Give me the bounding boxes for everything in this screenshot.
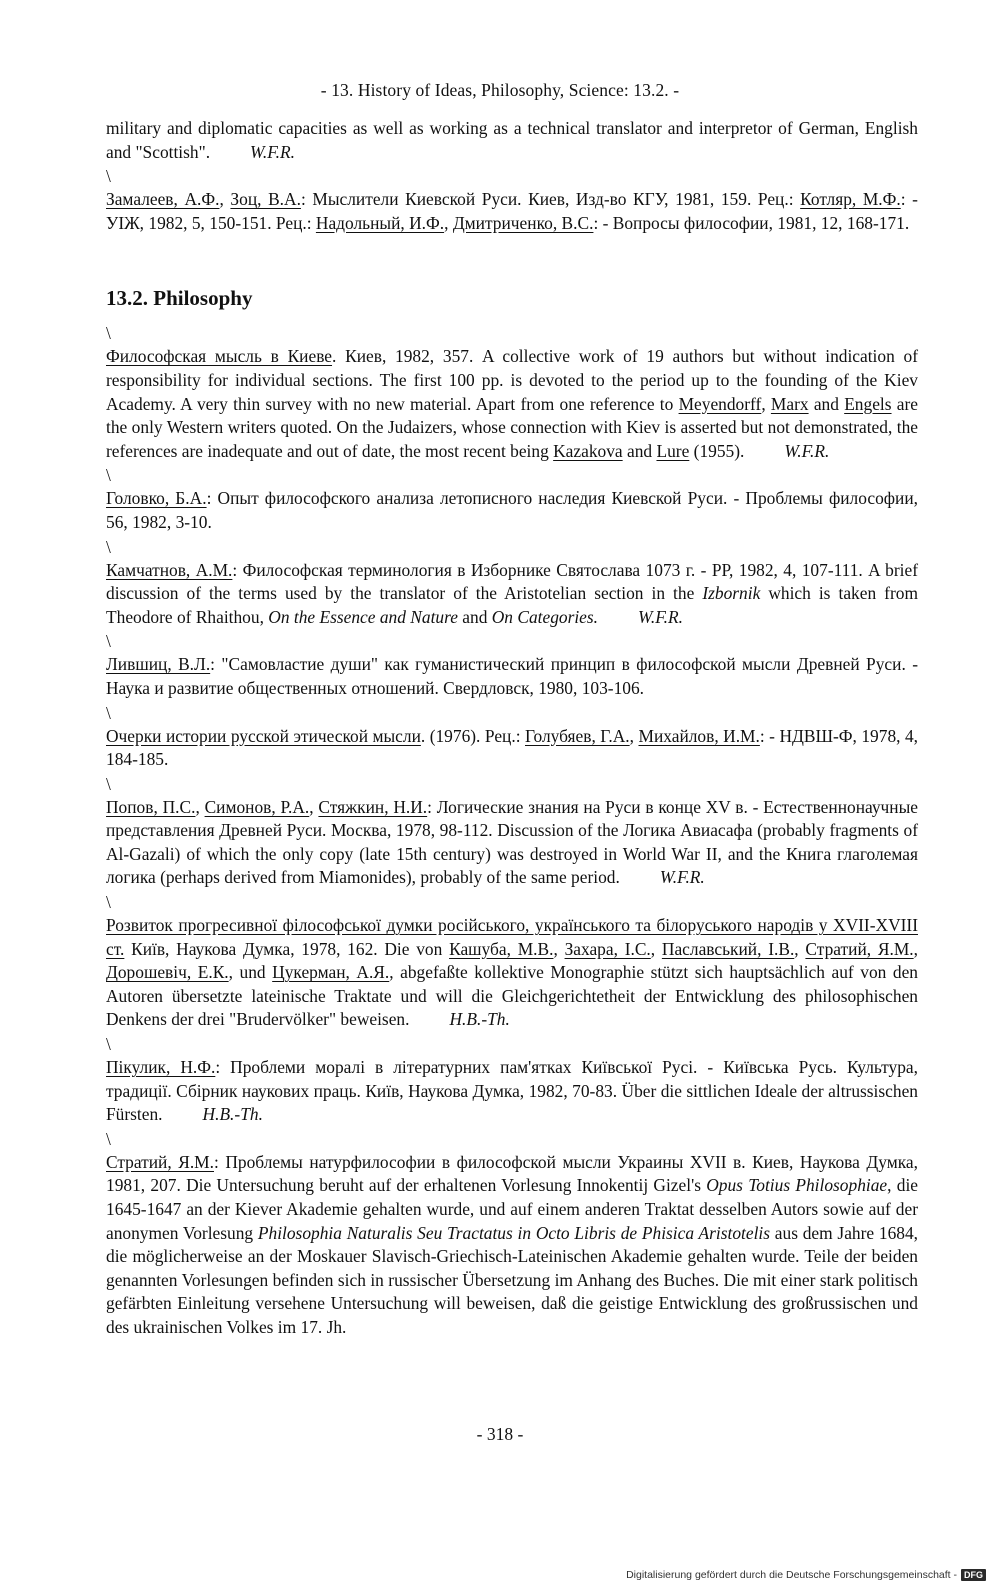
intro-paragraph bbox=[106, 117, 918, 164]
entry-separator: \ bbox=[106, 892, 111, 913]
author-link[interactable]: Цукерман, А.Я. bbox=[272, 962, 390, 983]
entry-text: which is taken from Theodore of Rhaithou, bbox=[106, 583, 918, 627]
entry-text: : "Самовластие души" как гуманистический принцип в философской мысли Древней Руси. - Наука и развитие общественных отношений. Свердловск, 1980, 103-106. bbox=[106, 654, 918, 698]
reviewer-signature: W.F.R. bbox=[638, 606, 683, 627]
entry-separator: \ bbox=[106, 323, 111, 344]
author-link[interactable]: Попов, П.С. bbox=[106, 796, 196, 817]
name-link[interactable]: Engels bbox=[844, 393, 892, 414]
entry-filosofskaya-mysl: Философская мысль в Киеве. Киев, 1982, 357. A collective work of 19 authors but without indication of responsibility for individual sections. The first 100 pp. is devoted to the period up to the founding of the Kiev Academy. A very thin survey with no new material. Apart from one reference to Meyendorff, Marx and Engels are the only Western writers quoted. On the Judaizers, whose connection with Kiev is asserted but not demonstrated, the references are inadequate and out of date, the most recent being Kazakova and Lure (1955). W.F.R. bbox=[106, 346, 919, 461]
author-link[interactable]: Лившиц, В.Л. bbox=[106, 654, 211, 675]
author-link[interactable]: Голубяев, Г.А. bbox=[525, 725, 630, 746]
author-link[interactable]: Зоц, В.А. bbox=[230, 189, 301, 210]
title-link[interactable]: Очерки истории русской этической мысли bbox=[106, 725, 421, 746]
name-link[interactable]: Lure bbox=[656, 440, 690, 461]
entry-text: and bbox=[457, 606, 492, 627]
author-link[interactable]: Стратий, Я.М. bbox=[805, 938, 914, 959]
intro-text: military and diplomatic capacities as well as working as a technical translator and interpretor of German, English and "Scottish". bbox=[106, 118, 918, 162]
reviewer-signature: H.B.-Th. bbox=[449, 1009, 510, 1030]
entry-text: : Логические знания на Руси в конце XV в. - Естественнонаучные представления Древней Руси. Москва, 1978, 98-112. Discussion of the Логика Авиасафа (probably fragments of Al-Gazali) of which the only copy (late 15th century) was destroyed in World War II, and the Книга глаголемая логика (perhaps derived from Miamonides), probably of the same period. bbox=[106, 796, 918, 888]
author-link[interactable]: Симонов, Р.А. bbox=[204, 796, 310, 817]
author-link[interactable]: Стяжкин, Н.И. bbox=[318, 796, 428, 817]
entry-text: (1955). bbox=[689, 440, 745, 461]
italic-title: Philosophia Naturalis Seu Tractatus in Octo Libris de Phisica Aristotelis bbox=[257, 1222, 771, 1243]
author-link[interactable]: Замалеев, А.Ф. bbox=[106, 189, 220, 210]
reviewer-signature: W.F.R. bbox=[659, 867, 705, 888]
author-link[interactable]: Захара, І.С. bbox=[564, 938, 651, 959]
name-link[interactable]: Marx bbox=[770, 393, 809, 414]
author-link[interactable]: Надольный, И.Ф. bbox=[315, 212, 445, 233]
entry-rozvytok: Розвиток прогресивної філософської думки російського, українського та білоруського народів у XVII-XVIII ст. Київ, Наукова Думка, 1978, 162. Die von Кашуба, М.В., Захара, І.С., Паславський, І.В., Стратий, Я.М., Дорошевіч, Е.К., und Цукерман, А.Я., abgefaßte kollektive Monographie stützt sich hauptsächlich auf von den Autoren übersetzte lateinische Traktate und will die Gleichgerichtetheit der Entwicklung des philosophischen Denkens der drei "Brudervölker" beweisen. H.B.-Th. bbox=[106, 915, 918, 1030]
entry-separator: \ bbox=[106, 166, 111, 187]
entry-livshits bbox=[106, 653, 918, 700]
entry-separator: \ bbox=[106, 773, 111, 794]
entry-separator: \ bbox=[106, 631, 111, 652]
title-link[interactable]: Розвиток прогресивної філософської думки російського, українського та білоруського народів у XVII-XVIII ст. bbox=[106, 915, 918, 959]
entry-text: are the only Western writers quoted. On the Judaizers, whose connection with Kiev is asserted but not demonstrated, the references are inadequate and out of date, the most recent being bbox=[106, 393, 919, 461]
digitization-credit bbox=[626, 1569, 986, 1581]
title-link[interactable]: Философская мысль в Киеве bbox=[106, 346, 333, 367]
author-link[interactable]: Пікулик, Н.Ф. bbox=[106, 1057, 216, 1078]
entry-text: : - УІЖ, 1982, 5, 150-151. Рец.: bbox=[106, 189, 918, 233]
author-link[interactable]: Котляр, М.Ф. bbox=[800, 189, 901, 210]
reviewer-signature: W.F.R. bbox=[784, 440, 830, 461]
section-heading: 13.2. Philosophy bbox=[106, 286, 253, 311]
entry-text: : Проблемы натурфилософии в философской мысли Украины XVII в. Киев, Наукова Думка, 1981, 207. Die Untersuchung beruht auf der erhaltenen Vorlesung Innokentij Gizel's bbox=[106, 1151, 918, 1196]
page-content bbox=[106, 117, 918, 1340]
dfg-logo-icon: DFG bbox=[961, 1569, 986, 1581]
name-link[interactable]: Meyendorff bbox=[678, 393, 762, 414]
entry-text: : Опыт философского анализа летописного наследия Киевской Руси. - Проблемы философии, 56, 1982, 3-10. bbox=[106, 488, 919, 532]
running-header: - 13. History of Ideas, Philosophy, Science: 13.2. - bbox=[320, 80, 680, 100]
reviewer-signature: H.B.-Th. bbox=[202, 1104, 263, 1125]
entry-text: : Философская терминология в Изборнике Святослава 1073 г. - РР, 1982, 4, 107-111. A brief discussion of the terms used by the translator of the Aristotelian section in the bbox=[106, 559, 918, 604]
entry-text: , und bbox=[228, 962, 273, 983]
entry-text: : Проблеми моралі в літературних пам'ятках Київської Русі. - Київська Русь. Культура, традиції. Сбірник наукових праць. Київ, Наукова Думка, 1982, 70-83. Über die sittlichen Ideale der altrussischen Fürsten. bbox=[106, 1057, 918, 1125]
author-link[interactable]: Камчатнов, А.М. bbox=[106, 559, 233, 580]
italic-title: On Categories. bbox=[491, 606, 599, 627]
entry-text: and bbox=[622, 440, 657, 461]
author-link[interactable]: Стратий, Я.М. bbox=[106, 1151, 214, 1172]
entry-text: aus dem Jahre 1684, die möglicherweise an der Moskauer Slavisch-Griechisch-Lateinischen Akademie gehalten wurde. Teile der beiden genannten Vorlesungen befinden sich in russischer Übersetzung im Anhang des Buches. Die mit einer stark politisch gefärbten Einleitung versehene Untersuchung will beweisen, daß die geistige Entwicklung des großrussischen und des ukrainischen Volkes im 17. Jh. bbox=[106, 1222, 919, 1337]
entry-text: . (1976). Рец.: bbox=[420, 725, 525, 746]
entry-text: , abgefaßte kollektive Monographie stützt sich hauptsächlich auf von den Autoren übersetzte lateinische Traktate und will die Gleichgerichtetheit der Entwicklung des philosophischen Denkens der drei "Brudervölker" beweisen. bbox=[106, 962, 918, 1030]
italic-title: Opus Totius Philosophiae bbox=[706, 1175, 888, 1196]
author-link[interactable]: Дмитриченко, В.С. bbox=[452, 212, 594, 233]
entry-text: : - Вопросы философии, 1981, 12, 168-171. bbox=[593, 212, 910, 233]
entry-separator: \ bbox=[106, 1034, 111, 1055]
entry-separator: \ bbox=[106, 465, 111, 486]
entry-popov: Попов, П.С., Симонов, Р.А., Стяжкин, Н.И.: Логические знания на Руси в конце XV в. - Естественнонаучные представления Древней Руси. Москва, 1978, 98-112. Discussion of the Логика Авиасафа (probably fragments of Al-Gazali) of which the only copy (late 15th century) was destroyed in World War II, and the Книга глаголемая логика (perhaps derived from Miamonides), probably of the same period. W.F.R. bbox=[106, 796, 918, 888]
author-link[interactable]: Головко, Б.А. bbox=[106, 488, 207, 509]
italic-title: Izbornik bbox=[702, 583, 761, 604]
author-link[interactable]: Кашуба, М.В. bbox=[449, 938, 554, 959]
entry-golovko bbox=[106, 487, 918, 534]
author-link[interactable]: Паславський, І.В. bbox=[661, 938, 795, 959]
digitization-note: Digitalisierung gefördert durch die Deutsche Forschungsgemeinschaft - bbox=[626, 1569, 957, 1581]
reviewer-signature: W.F.R. bbox=[250, 141, 295, 162]
entry-text: , die 1645-1647 an der Kiever Akademie gehalten wurde, und auf einem anderen Traktat desselben Autors sowie auf der anonymen Vorlesung bbox=[106, 1175, 918, 1243]
entry-text: and bbox=[808, 393, 845, 414]
italic-title: On the Essence and Nature bbox=[268, 606, 458, 627]
author-link[interactable]: Дорошевіч, Е.К. bbox=[106, 962, 229, 983]
author-link[interactable]: Михайлов, И.М. bbox=[638, 725, 760, 746]
entry-text: Київ, Наукова Думка, 1978, 162. Die von bbox=[124, 938, 450, 959]
entry-stratiy bbox=[106, 1151, 918, 1340]
entry-separator: \ bbox=[106, 702, 111, 723]
entry-pikulyk bbox=[106, 1056, 918, 1127]
entry-kamchatnov bbox=[106, 559, 918, 630]
entry-separator: \ bbox=[106, 1128, 111, 1149]
page-number: - 318 - bbox=[476, 1424, 524, 1444]
entry-text: : - НДВШ-Ф, 1978, 4, 184-185. bbox=[106, 725, 918, 770]
entry-text: . Киев, 1982, 357. A collective work of 19 authors but without indication of responsibility for individual sections. The first 100 pp. is devoted to the period up to the founding of the Kiev Academy. A very thin survey with no new material. Apart from one reference to bbox=[106, 346, 918, 414]
entry-ocherki: Очерки истории русской этической мысли. (1976). Рец.: Голубяев, Г.А., Михайлов, И.М.: - НДВШ-Ф, 1978, 4, 184-185. bbox=[106, 725, 918, 770]
entry-separator: \ bbox=[106, 536, 111, 557]
name-link[interactable]: Kazakova bbox=[553, 440, 623, 461]
entry-text: : Мыслители Киевской Руси. Киев, Изд-во КГУ, 1981, 159. Рец.: bbox=[300, 189, 801, 210]
entry-zamaleev: Замалеев, А.Ф., Зоц, В.А.: Мыслители Киевской Руси. Киев, Изд-во КГУ, 1981, 159. Рец.: Котляр, М.Ф.: - УІЖ, 1982, 5, 150-151. Рец.: Надольный, И.Ф., Дмитриченко, В.С.: - Вопросы философии, 1981, 12, 168-171. bbox=[106, 189, 918, 233]
